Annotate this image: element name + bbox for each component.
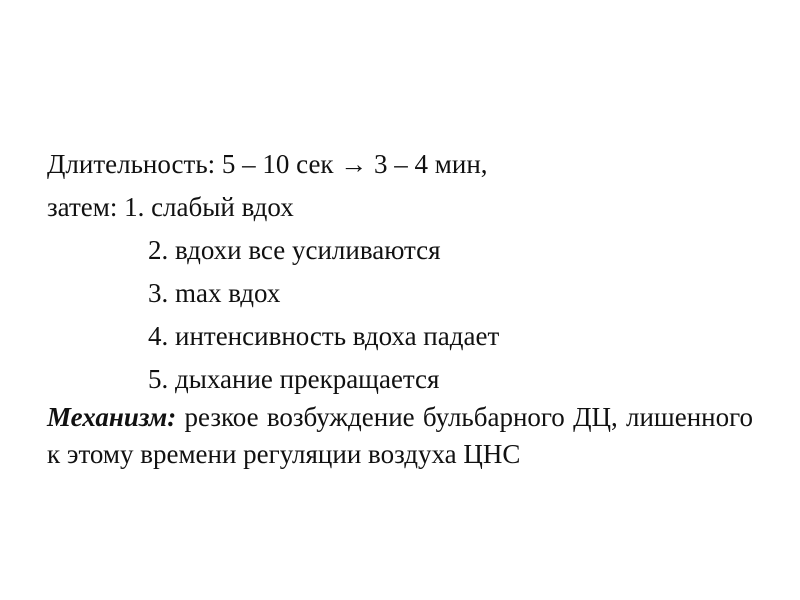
mechanism-text: резкое возбуждение бульбарного ДЦ, лишенного к этому времени регуляции воздуха ЦНС: [47, 402, 753, 469]
then-step-1-line: затем: 1. слабый вдох: [47, 192, 294, 222]
step-2-line: 2. вдохи все усиливаются: [148, 235, 441, 265]
step-4-line: 4. интенсивность вдоха падает: [148, 321, 500, 351]
mechanism-label: Механизм:: [47, 402, 177, 432]
duration-line: Длительность: 5 – 10 сек → 3 – 4 мин,: [47, 149, 488, 179]
mechanism-paragraph: [47, 399, 753, 473]
step-3-line: 3. max вдох: [148, 278, 281, 308]
step-5-line: 5. дыхание прекращается: [148, 364, 440, 394]
